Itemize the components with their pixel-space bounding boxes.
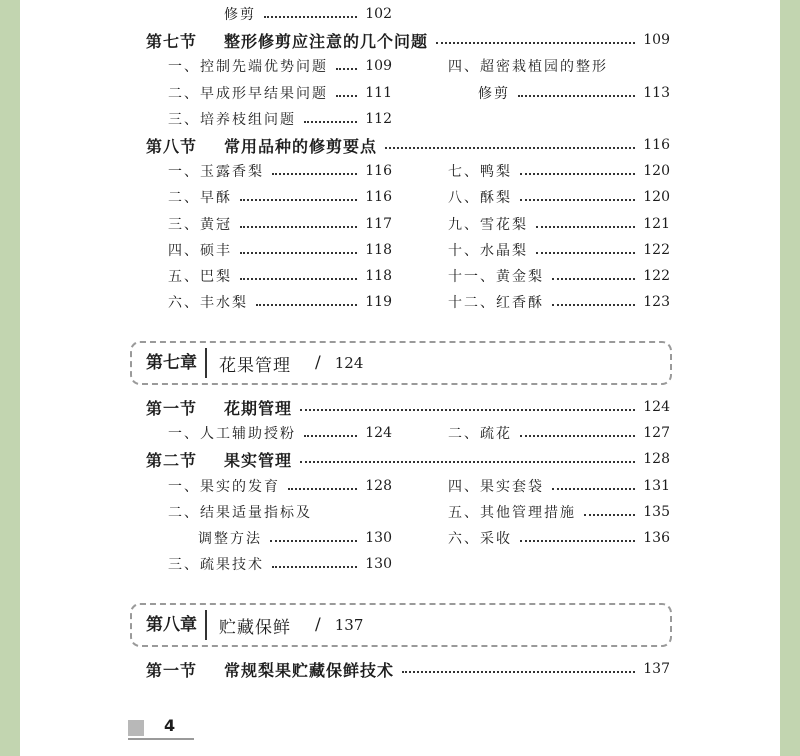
chapter-heading-content	[132, 605, 363, 645]
entry-text: 五、其他管理措施	[448, 504, 576, 521]
subsection-row	[20, 158, 780, 184]
dot-leader	[264, 16, 357, 18]
entry-page-number: 122	[643, 268, 670, 284]
subsection-row	[20, 211, 780, 237]
chapter-heading	[130, 341, 672, 385]
entry-page-number: 117	[365, 215, 392, 232]
entry-page-number: 123	[643, 294, 670, 311]
entry-page-number: 127	[643, 425, 670, 442]
subsection-entry[interactable]	[448, 158, 670, 184]
entry-page-number: 116	[365, 163, 392, 180]
dot-leader	[584, 514, 635, 516]
subsection-entry[interactable]	[224, 1, 392, 27]
section-label: 第一节	[146, 398, 198, 418]
subsection-entry[interactable]	[168, 106, 392, 132]
dot-leader	[520, 173, 635, 175]
entry-title	[478, 83, 510, 103]
entry-text: 一、人工辅助授粉	[168, 426, 296, 443]
subsection-entry[interactable]	[448, 184, 670, 210]
dot-leader	[300, 461, 635, 463]
subsection-entry[interactable]	[448, 289, 670, 315]
subsection-entry[interactable]	[448, 263, 670, 289]
subsection-entry[interactable]	[448, 525, 670, 551]
entry-title	[448, 56, 608, 76]
toc-page	[20, 0, 780, 756]
entry-page-number: 128	[365, 477, 392, 494]
subsection-row	[20, 289, 780, 315]
subsection-row	[20, 237, 780, 263]
entry-title	[448, 161, 512, 181]
entry-title	[448, 423, 512, 443]
section-entry[interactable]	[146, 132, 670, 158]
section-row	[20, 656, 780, 682]
entry-page-number: 111	[365, 84, 392, 101]
entry-text: 一、玉露香梨	[168, 164, 264, 181]
section-entry[interactable]	[146, 394, 670, 420]
section-row	[20, 446, 780, 472]
subsection-row	[20, 80, 780, 106]
entry-text: 常用品种的修剪要点	[224, 136, 378, 156]
entry-page-number: 113	[643, 84, 670, 101]
entry-title	[168, 109, 296, 129]
chapter-heading	[130, 603, 672, 647]
entry-page-number: 118	[365, 241, 392, 258]
entry-text: 修剪	[224, 7, 256, 23]
section-row	[20, 27, 780, 53]
section-entry[interactable]	[146, 656, 670, 682]
entry-title	[146, 448, 292, 471]
chapter-page-number: 124	[334, 354, 364, 373]
subsection-row	[20, 106, 780, 132]
chapter-page-number: 137	[334, 616, 364, 635]
section-label: 第二节	[146, 450, 198, 470]
section-label: 第七节	[146, 31, 198, 51]
entry-page-number: 135	[643, 503, 670, 520]
entry-page-number: 130	[365, 556, 392, 573]
entry-title	[146, 134, 377, 157]
entry-text: 六、丰水梨	[168, 295, 248, 312]
entry-text: 七、鸭梨	[448, 164, 512, 181]
entry-text: 九、雪花梨	[448, 216, 528, 233]
subsection-row	[20, 525, 780, 551]
dot-leader	[518, 95, 635, 97]
entry-text: 常规梨果贮藏保鲜技术	[224, 660, 395, 680]
subsection-entry[interactable]	[448, 420, 670, 446]
entry-page-number: 131	[643, 477, 670, 494]
dot-leader	[272, 566, 357, 568]
subsection-row	[20, 499, 780, 525]
subsection-row	[20, 551, 780, 577]
dot-leader	[552, 278, 635, 280]
entry-text: 十、水晶梨	[448, 242, 528, 259]
entry-text: 二、早成形早结果问题	[168, 85, 328, 102]
section-row	[20, 132, 780, 158]
chapter-title: 贮藏保鲜	[219, 617, 291, 638]
section-label: 第八节	[146, 136, 198, 156]
entry-page-number: 124	[643, 399, 670, 415]
dot-leader	[552, 304, 635, 306]
entry-page-number: 118	[365, 268, 392, 284]
subsection-entry[interactable]	[448, 499, 670, 525]
subsection-entry[interactable]	[448, 237, 670, 263]
entry-page-number: 124	[365, 425, 392, 442]
subsection-entry[interactable]	[448, 53, 608, 79]
dot-leader	[552, 488, 635, 490]
chapter-number: 第七章	[132, 348, 207, 378]
entry-text: 修剪	[478, 85, 510, 102]
subsection-row	[20, 263, 780, 289]
entry-text: 六、采收	[448, 531, 512, 547]
entry-title	[448, 476, 544, 496]
subsection-row	[20, 1, 780, 27]
entry-text: 三、黄冠	[168, 216, 232, 233]
entry-page-number: 136	[643, 530, 670, 546]
entry-page-number: 116	[643, 137, 670, 153]
chapter-separator: /	[315, 353, 321, 374]
entry-text: 十一、黄金梨	[448, 269, 544, 285]
entry-page-number: 128	[643, 451, 670, 468]
entry-text: 八、酥梨	[448, 190, 512, 207]
entry-title	[448, 240, 528, 260]
entry-title	[168, 554, 264, 574]
entry-page-number: 120	[643, 189, 670, 206]
chapter-number: 第八章	[132, 610, 207, 640]
entry-text: 一、控制先端优势问题	[168, 59, 328, 76]
entry-page-number: 109	[643, 32, 670, 49]
entry-title	[146, 396, 292, 419]
section-label: 第一节	[146, 660, 198, 680]
entry-page-number: 112	[365, 110, 392, 127]
section-entry[interactable]	[146, 446, 670, 472]
subsection-entry[interactable]	[478, 80, 670, 106]
entry-page-number: 119	[365, 294, 392, 311]
entry-text: 四、硕丰	[168, 242, 232, 259]
section-entry[interactable]	[146, 27, 670, 53]
entry-title	[448, 502, 576, 522]
chapter-separator: /	[315, 615, 321, 636]
entry-text: 整形修剪应注意的几个问题	[224, 31, 429, 51]
entry-title	[448, 266, 544, 286]
dot-leader	[536, 252, 635, 254]
entry-text: 花期管理	[224, 398, 293, 418]
dot-leader	[520, 435, 635, 437]
section-row	[20, 394, 780, 420]
entry-page-number: 122	[643, 241, 670, 258]
page-footer	[128, 716, 194, 740]
entry-text: 二、结果适量指标及	[168, 504, 312, 521]
entry-text: 四、超密栽植园的整形	[448, 59, 608, 76]
entry-page-number: 102	[365, 6, 392, 22]
entry-title	[146, 658, 394, 681]
subsection-row	[20, 420, 780, 446]
dot-leader	[536, 226, 635, 228]
entry-text: 三、培养枝组问题	[168, 111, 296, 128]
entry-text: 二、疏花	[448, 426, 512, 443]
entry-page-number: 130	[365, 530, 392, 546]
entry-text: 一、果实的发育	[168, 478, 280, 495]
entry-text: 五、巴梨	[168, 269, 232, 285]
footer-marker-block	[128, 720, 144, 736]
entry-text: 四、果实套袋	[448, 478, 544, 495]
subsection-row	[20, 473, 780, 499]
entry-page-number: 109	[365, 58, 392, 75]
dot-leader	[385, 147, 635, 149]
entry-text: 二、早酥	[168, 190, 232, 207]
subsection-entry[interactable]	[168, 551, 392, 577]
dot-leader	[304, 121, 357, 123]
entry-title	[146, 29, 428, 52]
page-number: 4	[164, 716, 176, 735]
subsection-entry[interactable]	[448, 211, 670, 237]
chapter-title: 花果管理	[219, 355, 291, 376]
entry-title	[448, 187, 512, 207]
chapter-heading-content	[132, 343, 363, 383]
subsection-row	[20, 184, 780, 210]
entry-text: 三、疏果技术	[168, 557, 264, 574]
entry-page-number: 120	[643, 163, 670, 180]
subsection-row	[20, 53, 780, 79]
dot-leader	[300, 409, 635, 411]
entry-title	[448, 528, 512, 548]
entry-text: 果实管理	[224, 450, 293, 470]
entry-title	[224, 4, 256, 24]
entry-page-number: 137	[643, 661, 670, 677]
footer-rule	[128, 738, 194, 740]
dot-leader	[520, 199, 635, 201]
dot-leader	[520, 540, 635, 542]
subsection-entry[interactable]	[448, 473, 670, 499]
dot-leader	[436, 42, 635, 44]
dot-leader	[402, 671, 635, 673]
entry-page-number: 116	[365, 189, 392, 206]
entry-page-number: 121	[643, 215, 670, 232]
entry-title	[448, 292, 544, 312]
entry-text: 调整方法	[198, 531, 262, 547]
entry-text: 十二、红香酥	[448, 295, 544, 312]
entry-title	[448, 214, 528, 234]
